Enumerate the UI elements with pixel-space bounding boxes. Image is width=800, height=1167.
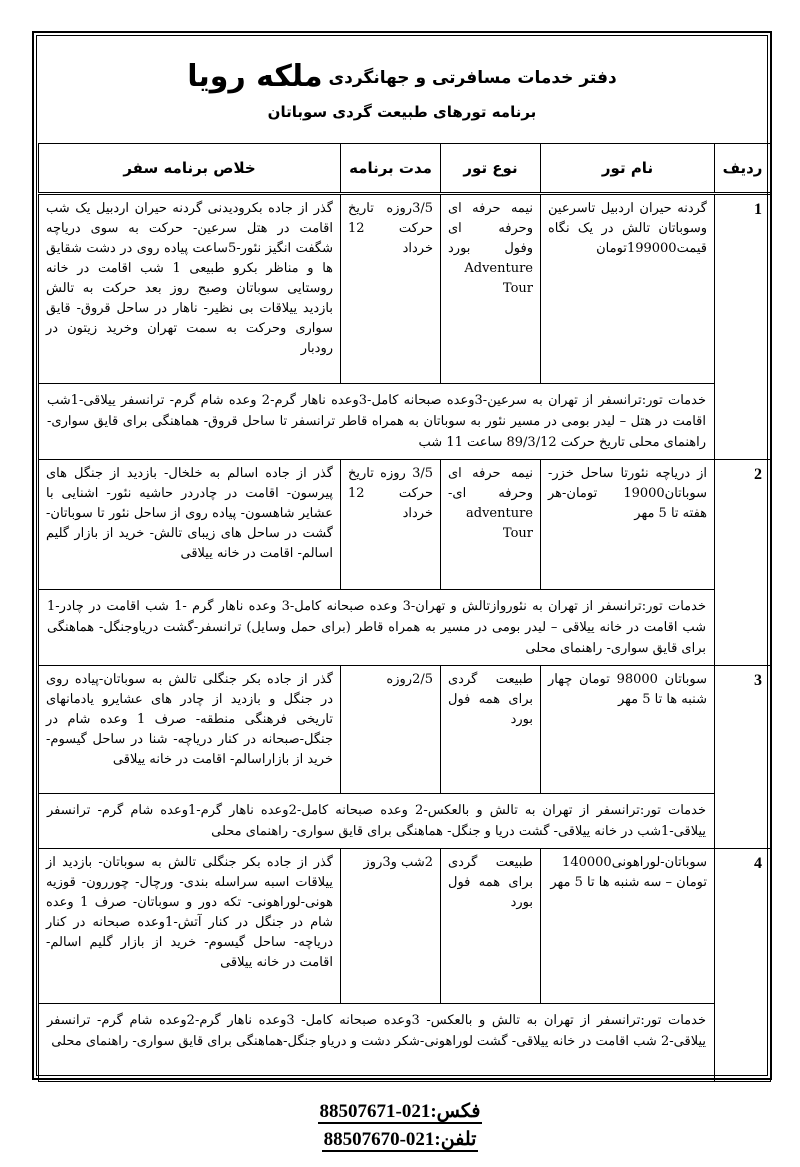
fax-label-value: فکس:021-88507671 bbox=[319, 1101, 481, 1122]
table-row bbox=[39, 666, 771, 794]
tour-summary: گذر از جاده بکر جنگلی تالش به سوباتان-پیاده روی در جنگل و بازدید از چادر های عشایرو یادمانهای تاریخی فرهنگی منطقه- صرف 1 وعده شام در جنگل-صبحانه در کنار دریاچه- شنا در ساحل گیسوم- خرید از بازاراسالم- اقامت در خانه ییلاقی bbox=[39, 666, 341, 794]
tour-services: خدمات تور:ترانسفر از تهران به تالش و بالعکس-2 وعده صبحانه کامل-2وعده ناهار گرم-1وعده شام گرم- ترانسفر ییلاقی-1شب در خانه ییلاقی- گشت دریا و جنگل- هماهنگی برای قایق سواری- راهنمای محلی bbox=[39, 794, 715, 849]
table-row bbox=[39, 194, 771, 384]
tour-name: از دریاچه نئورتا ساحل خزر- سوباتان19000 تومان-هر هفته تا 5 مهر bbox=[541, 460, 715, 590]
phone-number bbox=[0, 1128, 800, 1151]
tour-type: نیمه حرفه ای وحرفه ای- adventure Tour bbox=[441, 460, 541, 590]
tour-duration: 2/5روزه bbox=[341, 666, 441, 794]
tour-services: خدمات تور:ترانسفر از تهران به تالش و بالعکس- 3وعده صبحانه کامل- 3وعده ناهار گرم-2وعده شام گرم- ترانسفر ییلاقی-2 شب اقامت در خانه ییلاقی- گشت لوراهونی-شکر دشت و دریاو جنگل-هماهنگی برای قایق سواری- راهنمای محلی bbox=[39, 1004, 715, 1082]
column-header-row-number: ردیف bbox=[715, 144, 771, 194]
office-prefix: دفتر خدمات مسافرتی و جهانگردی bbox=[328, 68, 617, 88]
phone-label-value: تلفن:021-88507670 bbox=[323, 1129, 477, 1150]
column-header-tour-name: نام تور bbox=[541, 144, 715, 194]
services-row bbox=[39, 384, 771, 460]
services-row bbox=[39, 1004, 771, 1082]
tour-duration: 3/5روزه تاریخ حرکت 12 خرداد bbox=[341, 194, 441, 384]
tour-name: سوباتان 98000 تومان چهار شنبه ها تا 5 مهر bbox=[541, 666, 715, 794]
document-header bbox=[38, 59, 766, 127]
tour-name: سوباتان-لوراهونی140000 تومان – سه شنبه ها تا 5 مهر bbox=[541, 849, 715, 1004]
fax-number bbox=[0, 1100, 800, 1123]
table-header-row bbox=[39, 144, 771, 194]
brand-name: ملکه رویا bbox=[187, 59, 323, 94]
row-number: 4 bbox=[715, 849, 771, 1082]
column-header-duration: مدت برنامه bbox=[341, 144, 441, 194]
tour-type: طبیعت گردی برای همه فول بورد bbox=[441, 849, 541, 1004]
services-row bbox=[39, 590, 771, 666]
column-header-tour-type: نوع تور bbox=[441, 144, 541, 194]
tour-duration: 3/5 روزه تاریخ حرکت 12 خرداد bbox=[341, 460, 441, 590]
tours-table bbox=[38, 143, 771, 1082]
tour-summary: گذر از جاده بکرودیدنی گردنه حیران اردبیل یک شب اقامت در هتل سرعین- حرکت به سوی دریاچه شگفت انگیز نئور-5ساعت پیاده روی در دشت شقایق ها و مناظر بکرو طبیعی 1 شب اقامت در خانه روستایی سوباتان وصبح روز بعد حرکت به تالش بازدید ییلاقات بی نظیر- ناهار در ساحل قروق- قایق سواری وحرکت به سمت تهران وخرید زیتون در رودبار bbox=[39, 194, 341, 384]
tour-type: نیمه حرفه ای وحرفه ای وفول بورد Adventure Tour bbox=[441, 194, 541, 384]
tour-services: خدمات تور:ترانسفر از تهران به سرعین-3وعده صبحانه کامل-3وعده ناهار گرم-2 وعده شام گرم- ترانسفر ییلاقی-1شب اقامت در هتل – لیدر بومی در مسیر نئور به سوباتان به همراه قاطر ترانسفر تا ساحل قروق- هماهنگی برای قایق سواری- راهنمای محلی تاریخ حرکت 89/3/12 ساعت 11 شب bbox=[39, 384, 715, 460]
row-number: 1 bbox=[715, 194, 771, 460]
tour-duration: 2شب و3روز bbox=[341, 849, 441, 1004]
table-row bbox=[39, 849, 771, 1004]
office-title bbox=[38, 59, 766, 94]
tour-type: طبیعت گردی برای همه فول بورد bbox=[441, 666, 541, 794]
row-number: 3 bbox=[715, 666, 771, 849]
tour-services: خدمات تور:ترانسفر از تهران به نئوروازتالش و تهران-3 وعده صبحانه کامل-3 وعده ناهار گرم -1 شب اقامت در چادر-1 شب اقامت در خانه ییلاقی – لیدر بومی در مسیر به همراه قاطر (برای حمل وسایل) ترانسفر-گشت دریاوجنگل- هماهنگی برای قایق سواری- راهنمای محلی bbox=[39, 590, 715, 666]
column-header-summary: خلاص برنامه سفر bbox=[39, 144, 341, 194]
table-row bbox=[39, 460, 771, 590]
services-row bbox=[39, 794, 771, 849]
program-title: برنامه تورهای طبیعت گردی سوباتان bbox=[267, 103, 537, 121]
row-number: 2 bbox=[715, 460, 771, 666]
tour-summary: گذر از جاده بکر جنگلی تالش به سوباتان- بازدید از ییلاقات اسبه سراسله بندی- ورچال- چوررون- قوزیه هونی-لوراهونی- تکه دور و سوباتان- صرف 1 وعده شام در جنگل در کنار آتش-1وعده صبحانه در کنار دریاچه- ساحل گیسوم- خرید از بازار گلیم اسالم- اقامت در خانه ییلاقی bbox=[39, 849, 341, 1004]
tour-name: گردنه حیران اردبیل تاسرعین وسوباتان تالش در یک نگاه قیمت199000تومان bbox=[541, 194, 715, 384]
tour-summary: گذر از جاده اسالم به خلخال- بازدید از جنگل های پیرسون- اقامت در چادردر حاشیه نئور- اشنایی با عشایر شاهسون- پیاده روی از ساحل نئور تا سوباتان-گشت در ساحل های زیبای تالش- خرید از بازار گلیم اسالم- اقامت در خانه ییلاقی bbox=[39, 460, 341, 590]
